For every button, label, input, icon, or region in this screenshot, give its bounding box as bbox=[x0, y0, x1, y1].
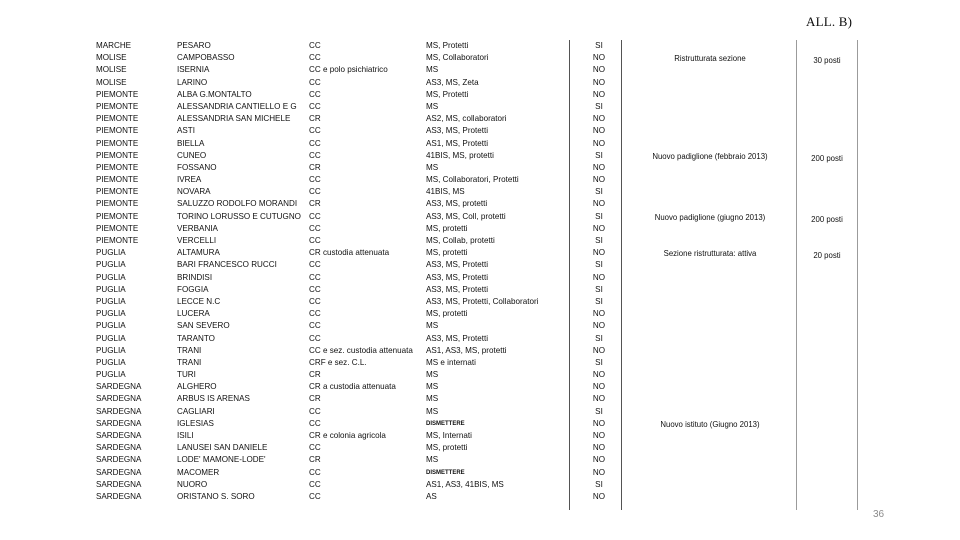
istituto-cell: ISERNIA bbox=[177, 65, 210, 75]
si-no-cell: NO bbox=[592, 418, 606, 428]
istituto-cell: CAGLIARI bbox=[177, 406, 215, 416]
si-no-cell: SI bbox=[595, 479, 603, 489]
circuito-cell: AS3, MS, Protetti bbox=[426, 126, 489, 136]
regione-cell: PIEMONTE bbox=[96, 126, 139, 136]
circuito-cell: DISMETTERE bbox=[426, 420, 465, 427]
si-no-cell: NO bbox=[592, 162, 606, 172]
istituto-cell: ALESSANDRIA CANTIELLO E G bbox=[177, 101, 297, 111]
circuito-cell: MS, protetti bbox=[426, 443, 468, 453]
regione-cell: PIEMONTE bbox=[96, 199, 139, 209]
circuito-cell: MS bbox=[426, 65, 439, 75]
tipo-cell: CC bbox=[309, 284, 321, 294]
note-text: Ristrutturata sezione bbox=[674, 54, 746, 64]
regione-cell: SARDEGNA bbox=[96, 491, 142, 501]
tipo-cell: CR bbox=[309, 114, 321, 124]
tipo-cell: CC bbox=[309, 175, 321, 185]
si-no-cell: NO bbox=[592, 443, 606, 453]
note-text: Nuovo padiglione (febbraio 2013) bbox=[652, 151, 768, 161]
regione-cell: PIEMONTE bbox=[96, 101, 139, 111]
table-row bbox=[96, 198, 618, 210]
regione-cell: PIEMONTE bbox=[96, 162, 139, 172]
si-no-cell: NO bbox=[592, 321, 606, 331]
circuito-cell: MS, Collab, protetti bbox=[426, 236, 495, 245]
regione-cell: PUGLIA bbox=[96, 284, 126, 294]
istituti-table-body bbox=[96, 40, 618, 503]
table-row bbox=[96, 40, 618, 52]
regione-cell: SARDEGNA bbox=[96, 406, 142, 416]
circuito-cell: AS3, MS, Protetti bbox=[426, 333, 489, 343]
posti-text: 200 posti bbox=[811, 153, 843, 163]
regione-cell: PIEMONTE bbox=[96, 223, 139, 233]
posti-text: 200 posti bbox=[811, 214, 843, 224]
istituto-cell: FOSSANO bbox=[177, 162, 217, 172]
table-row bbox=[96, 211, 618, 223]
istituto-cell: ALGHERO bbox=[177, 382, 217, 392]
si-no-cell: SI bbox=[595, 333, 603, 343]
tipo-cell: CC bbox=[309, 77, 321, 87]
regione-cell: MOLISE bbox=[96, 53, 127, 63]
table-row bbox=[96, 296, 618, 308]
tipo-cell: CC bbox=[309, 211, 321, 221]
circuito-cell: AS1, MS, Protetti bbox=[426, 138, 489, 148]
circuito-cell: 41BIS, MS bbox=[426, 187, 465, 197]
table-row bbox=[96, 64, 618, 76]
istituto-cell: TARANTO bbox=[177, 333, 215, 343]
circuito-cell: MS bbox=[426, 370, 439, 380]
table-row bbox=[96, 272, 618, 284]
tipo-cell: CR a custodia attenuata bbox=[309, 382, 396, 392]
si-no-cell: NO bbox=[592, 175, 606, 185]
tipo-cell: CC bbox=[309, 333, 321, 343]
istituto-cell: ARBUS IS ARENAS bbox=[177, 394, 250, 404]
circuito-cell: MS e internati bbox=[426, 357, 476, 367]
tipo-cell: CC bbox=[309, 443, 321, 453]
istituto-cell: TURI bbox=[177, 370, 196, 380]
tipo-cell: CC bbox=[309, 296, 321, 306]
table-row bbox=[96, 125, 618, 137]
circuito-cell: 41BIS, MS, protetti bbox=[426, 150, 494, 160]
table-row bbox=[96, 320, 618, 332]
table-row bbox=[96, 454, 618, 466]
tipo-cell: CC bbox=[309, 491, 321, 501]
regione-cell: SARDEGNA bbox=[96, 479, 142, 489]
circuito-cell: MS, Protetti bbox=[426, 89, 469, 99]
regione-cell: PUGLIA bbox=[96, 260, 126, 270]
circuito-cell: AS3, MS, Protetti bbox=[426, 284, 489, 294]
table-row bbox=[96, 491, 618, 503]
table-row bbox=[96, 52, 618, 64]
tipo-cell: CC bbox=[309, 138, 321, 148]
istituto-cell: PESARO bbox=[177, 41, 211, 50]
si-no-cell: NO bbox=[592, 126, 606, 136]
tipo-cell: CC bbox=[309, 418, 321, 428]
table-row bbox=[96, 406, 618, 418]
regione-cell: PUGLIA bbox=[96, 296, 126, 306]
istituto-cell: ISILI bbox=[177, 431, 194, 440]
si-no-cell: NO bbox=[592, 199, 606, 209]
si-no-cell: NO bbox=[592, 77, 606, 87]
regione-cell: PIEMONTE bbox=[96, 114, 139, 124]
tipo-cell: CC bbox=[309, 126, 321, 136]
istituto-cell: ORISTANO S. SORO bbox=[177, 491, 255, 501]
tipo-cell: CC bbox=[309, 272, 321, 282]
circuito-cell: AS3, MS, Protetti bbox=[426, 272, 489, 282]
regione-cell: SARDEGNA bbox=[96, 443, 142, 453]
table-row bbox=[96, 369, 618, 381]
table-row bbox=[96, 89, 618, 101]
tipo-cell: CR bbox=[309, 394, 321, 404]
istituto-cell: TRANI bbox=[177, 357, 202, 367]
si-no-cell: SI bbox=[595, 260, 603, 270]
tipo-cell: CRF e sez. C.L. bbox=[309, 357, 367, 367]
allegato-label: ALL. B) bbox=[806, 14, 853, 29]
regione-cell: PUGLIA bbox=[96, 309, 126, 319]
circuito-cell: AS1, AS3, 41BIS, MS bbox=[426, 479, 504, 489]
istituto-cell: CAMPOBASSO bbox=[177, 53, 235, 63]
table-row bbox=[96, 150, 618, 162]
si-no-cell: NO bbox=[592, 89, 606, 99]
regione-cell: SARDEGNA bbox=[96, 394, 142, 404]
table-row bbox=[96, 467, 618, 479]
table-row bbox=[96, 247, 618, 259]
istituti-table bbox=[96, 40, 618, 503]
si-no-cell: SI bbox=[595, 406, 603, 416]
si-no-cell: NO bbox=[592, 394, 606, 404]
istituto-cell: MACOMER bbox=[177, 467, 220, 477]
regione-cell: MOLISE bbox=[96, 77, 127, 87]
si-no-cell: NO bbox=[592, 223, 606, 233]
column-divider bbox=[857, 40, 858, 510]
tipo-cell: CC e polo psichiatrico bbox=[309, 65, 388, 75]
si-no-cell: NO bbox=[592, 114, 606, 124]
si-no-cell: SI bbox=[595, 357, 603, 367]
si-no-cell: NO bbox=[592, 431, 606, 440]
si-no-cell: NO bbox=[592, 455, 606, 465]
circuito-cell: MS, protetti bbox=[426, 309, 468, 319]
table-row bbox=[96, 162, 618, 174]
regione-cell: SARDEGNA bbox=[96, 418, 142, 428]
circuito-cell: MS, Protetti bbox=[426, 41, 469, 50]
istituto-cell: IVREA bbox=[177, 175, 202, 185]
table-row bbox=[96, 479, 618, 491]
circuito-cell: MS bbox=[426, 394, 439, 404]
regione-cell: PUGLIA bbox=[96, 321, 126, 331]
tipo-cell: CC bbox=[309, 53, 321, 63]
istituto-cell: LARINO bbox=[177, 77, 208, 87]
circuito-cell: MS, Collaboratori, Protetti bbox=[426, 175, 519, 185]
istituto-cell: LECCE N.C bbox=[177, 296, 221, 306]
regione-cell: PUGLIA bbox=[96, 248, 126, 258]
tipo-cell: CC bbox=[309, 41, 321, 50]
istituto-cell: VERBANIA bbox=[177, 223, 218, 233]
circuito-cell: DISMETTERE bbox=[426, 469, 465, 476]
istituto-cell: ALESSANDRIA SAN MICHELE bbox=[177, 114, 291, 124]
istituto-cell: ALTAMURA bbox=[177, 248, 220, 258]
regione-cell: PIEMONTE bbox=[96, 211, 139, 221]
istituto-cell: VERCELLI bbox=[177, 236, 217, 245]
table-row bbox=[96, 113, 618, 125]
table-row bbox=[96, 430, 618, 442]
table-row bbox=[96, 138, 618, 150]
istituto-cell: LODE' MAMONE-LODE' bbox=[177, 455, 266, 465]
regione-cell: PUGLIA bbox=[96, 357, 126, 367]
circuito-cell: MS, protetti bbox=[426, 248, 468, 258]
istituto-cell: LANUSEI SAN DANIELE bbox=[177, 443, 268, 453]
si-no-cell: SI bbox=[595, 284, 603, 294]
istituto-cell: IGLESIAS bbox=[177, 418, 214, 428]
tipo-cell: CC bbox=[309, 406, 321, 416]
circuito-cell: MS bbox=[426, 382, 439, 392]
circuito-cell: MS bbox=[426, 455, 439, 465]
circuito-cell: AS3, MS, Protetti bbox=[426, 260, 489, 270]
si-no-cell: NO bbox=[592, 382, 606, 392]
istituto-cell: LUCERA bbox=[177, 309, 210, 319]
note-text: Nuovo istituto (Giugno 2013) bbox=[660, 419, 760, 429]
si-no-cell: NO bbox=[592, 467, 606, 477]
istituto-cell: TRANI bbox=[177, 345, 202, 355]
regione-cell: PUGLIA bbox=[96, 345, 126, 355]
page-number: 36 bbox=[873, 509, 885, 520]
regione-cell: PUGLIA bbox=[96, 370, 126, 380]
circuito-cell: MS bbox=[426, 406, 439, 416]
si-no-cell: NO bbox=[592, 491, 606, 501]
circuito-cell: AS3, MS, protetti bbox=[426, 199, 488, 209]
tipo-cell: CC e sez. custodia attenuata bbox=[309, 345, 413, 355]
table-row bbox=[96, 174, 618, 186]
istituto-cell: BIELLA bbox=[177, 138, 205, 148]
tipo-cell: CR bbox=[309, 455, 321, 465]
table-row bbox=[96, 284, 618, 296]
table-row bbox=[96, 259, 618, 271]
regione-cell: SARDEGNA bbox=[96, 455, 142, 465]
istituto-cell: TORINO LORUSSO E CUTUGNO bbox=[177, 211, 301, 221]
circuito-cell: MS bbox=[426, 321, 439, 331]
regione-cell: PUGLIA bbox=[96, 272, 126, 282]
si-no-cell: SI bbox=[595, 236, 603, 245]
regione-cell: SARDEGNA bbox=[96, 431, 142, 440]
tipo-cell: CC bbox=[309, 236, 321, 245]
circuito-cell: AS3, MS, Coll, protetti bbox=[426, 211, 506, 221]
istituto-cell: SALUZZO RODOLFO MORANDI bbox=[177, 199, 298, 209]
regione-cell: PIEMONTE bbox=[96, 187, 139, 197]
table-row bbox=[96, 235, 618, 247]
table-row bbox=[96, 308, 618, 320]
circuito-cell: AS2, MS, collaboratori bbox=[426, 114, 507, 124]
si-no-cell: NO bbox=[592, 370, 606, 380]
regione-cell: PIEMONTE bbox=[96, 175, 139, 185]
circuito-cell: MS, Collaboratori bbox=[426, 53, 489, 63]
regione-cell: PIEMONTE bbox=[96, 89, 139, 99]
istituto-cell: BARI FRANCESCO RUCCI bbox=[177, 260, 277, 270]
tipo-cell: CC bbox=[309, 260, 321, 270]
si-no-cell: NO bbox=[592, 345, 606, 355]
table-row bbox=[96, 101, 618, 113]
si-no-cell: SI bbox=[595, 296, 603, 306]
tipo-cell: CC bbox=[309, 223, 321, 233]
tipo-cell: CR custodia attenuata bbox=[309, 248, 390, 258]
note-text: Sezione ristrutturata: attiva bbox=[663, 249, 757, 259]
tipo-cell: CC bbox=[309, 187, 321, 197]
istituto-cell: CUNEO bbox=[177, 150, 207, 160]
istituto-cell: ALBA G.MONTALTO bbox=[177, 89, 252, 99]
si-no-cell: SI bbox=[595, 150, 603, 160]
regione-cell: SARDEGNA bbox=[96, 467, 142, 477]
table-row bbox=[96, 393, 618, 405]
si-no-cell: SI bbox=[595, 101, 603, 111]
si-no-cell: SI bbox=[595, 41, 603, 50]
posti-text: 30 posti bbox=[813, 56, 841, 66]
regione-cell: PUGLIA bbox=[96, 333, 126, 343]
tipo-cell: CR bbox=[309, 162, 321, 172]
circuito-cell: AS3, MS, Protetti, Collaboratori bbox=[426, 296, 539, 306]
table-row bbox=[96, 77, 618, 89]
tipo-cell: CC bbox=[309, 89, 321, 99]
si-no-cell: NO bbox=[592, 138, 606, 148]
column-divider bbox=[621, 40, 622, 510]
table-row bbox=[96, 186, 618, 198]
istituto-cell: ASTI bbox=[177, 126, 195, 136]
table-row bbox=[96, 223, 618, 235]
istituto-cell: SAN SEVERO bbox=[177, 321, 230, 331]
circuito-cell: MS bbox=[426, 101, 439, 111]
circuito-cell: AS1, AS3, MS, protetti bbox=[426, 345, 507, 355]
si-no-cell: SI bbox=[595, 211, 603, 221]
circuito-cell: AS bbox=[426, 491, 437, 501]
circuito-cell: AS3, MS, Zeta bbox=[426, 77, 479, 87]
table-row bbox=[96, 345, 618, 357]
istituto-cell: NUORO bbox=[177, 479, 208, 489]
tipo-cell: CC bbox=[309, 467, 321, 477]
circuito-cell: MS bbox=[426, 162, 439, 172]
si-no-cell: NO bbox=[592, 309, 606, 319]
si-no-cell: NO bbox=[592, 53, 606, 63]
regione-cell: MARCHE bbox=[96, 41, 132, 50]
istituto-cell: FOGGIA bbox=[177, 284, 209, 294]
table-row bbox=[96, 333, 618, 345]
table-row bbox=[96, 357, 618, 369]
table-row bbox=[96, 418, 618, 430]
posti-text: 20 posti bbox=[813, 251, 841, 261]
tipo-cell: CR bbox=[309, 370, 321, 380]
tipo-cell: CC bbox=[309, 101, 321, 111]
si-no-cell: NO bbox=[592, 272, 606, 282]
regione-cell: SARDEGNA bbox=[96, 382, 142, 392]
tipo-cell: CR e colonia agricola bbox=[309, 431, 386, 440]
tipo-cell: CC bbox=[309, 150, 321, 160]
istituto-cell: NOVARA bbox=[177, 187, 211, 197]
note-text: Nuovo padiglione (giugno 2013) bbox=[654, 212, 766, 222]
tipo-cell: CC bbox=[309, 321, 321, 331]
regione-cell: PIEMONTE bbox=[96, 236, 139, 245]
column-divider bbox=[796, 40, 797, 510]
regione-cell: MOLISE bbox=[96, 65, 127, 75]
tipo-cell: CC bbox=[309, 479, 321, 489]
table-row bbox=[96, 381, 618, 393]
tipo-cell: CR bbox=[309, 199, 321, 209]
si-no-cell: NO bbox=[592, 65, 606, 75]
regione-cell: PIEMONTE bbox=[96, 150, 139, 160]
circuito-cell: MS, protetti bbox=[426, 223, 468, 233]
istituto-cell: BRINDISI bbox=[177, 272, 213, 282]
si-no-cell: SI bbox=[595, 187, 603, 197]
si-no-cell: NO bbox=[592, 248, 606, 258]
tipo-cell: CC bbox=[309, 309, 321, 319]
table-row bbox=[96, 442, 618, 454]
regione-cell: PIEMONTE bbox=[96, 138, 139, 148]
circuito-cell: MS, Internati bbox=[426, 431, 472, 440]
